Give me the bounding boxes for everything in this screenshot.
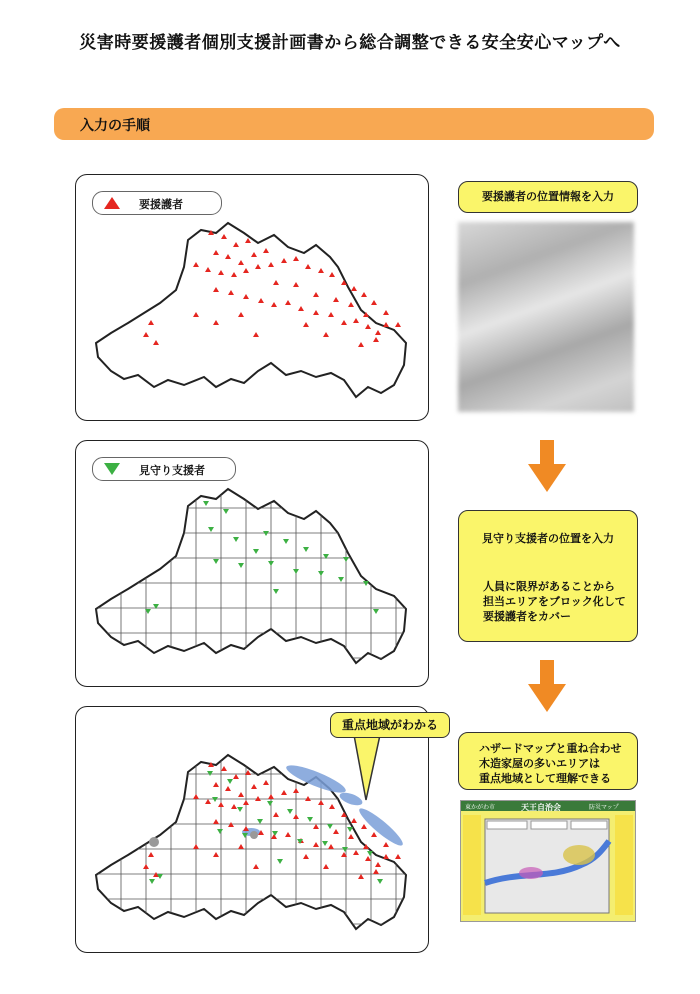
red-marker (361, 292, 367, 297)
red-marker (383, 322, 389, 327)
red-triangle-icon (103, 196, 121, 210)
poster-header-right: 防災マップ (589, 804, 619, 811)
step3-line: 木造家屋の多いエリアは (479, 757, 600, 770)
red-marker (371, 832, 377, 837)
legend-label: 要援護者 (139, 198, 183, 211)
map-panel-watch-supporters (75, 440, 429, 687)
red-marker (351, 286, 357, 291)
red-marker (371, 300, 377, 305)
step2-box (458, 510, 638, 642)
legend-watch-supporters (92, 457, 236, 481)
section-header-bar (54, 108, 654, 140)
down-arrow-icon (528, 440, 566, 494)
blurred-photo (458, 222, 634, 412)
red-marker (361, 824, 367, 829)
callout-priority-area: 重点地域がわかる (330, 712, 450, 738)
step3-box (458, 732, 638, 790)
step2-title: 見守り支援者の位置を入力 (482, 532, 614, 545)
step2-line: 要援護者をカバー (483, 610, 571, 623)
poster-graphic (461, 801, 635, 921)
legend-label: 見守り支援者 (139, 464, 205, 477)
legend-requiring-support (92, 191, 222, 215)
red-marker (395, 854, 401, 859)
section-heading: 入力の手順 (80, 118, 150, 134)
wooden-house-area (250, 831, 258, 839)
poster-header-left: 東かがわ市 (465, 804, 496, 811)
step2-body (483, 579, 626, 624)
down-arrow-icon (528, 660, 566, 714)
wooden-house-area (149, 837, 159, 847)
page-title: 災害時要援護者個別支援計画書から総合調整できる安全安心マップへ (79, 33, 621, 53)
green-triangle-icon (103, 462, 121, 476)
step3-line: 重点地域として理解できる (479, 772, 611, 785)
step2-line: 人員に限界があることから (483, 580, 615, 593)
step3-body (479, 741, 622, 786)
poster-header-main: 天王自治会 (521, 802, 561, 812)
callout-pointer-icon (350, 734, 390, 804)
step2-line: 担当エリアをブロック化して (483, 595, 626, 608)
step1-box: 要援護者の位置情報を入力 (458, 181, 638, 213)
hazard-map-poster (460, 800, 636, 922)
red-marker (395, 322, 401, 327)
red-marker (383, 842, 389, 847)
red-marker (383, 854, 389, 859)
red-marker (383, 310, 389, 315)
map-panel-requiring-support (75, 174, 429, 421)
red-marker (351, 818, 357, 823)
step3-line: ハザードマップと重ね合わせ (479, 742, 622, 755)
